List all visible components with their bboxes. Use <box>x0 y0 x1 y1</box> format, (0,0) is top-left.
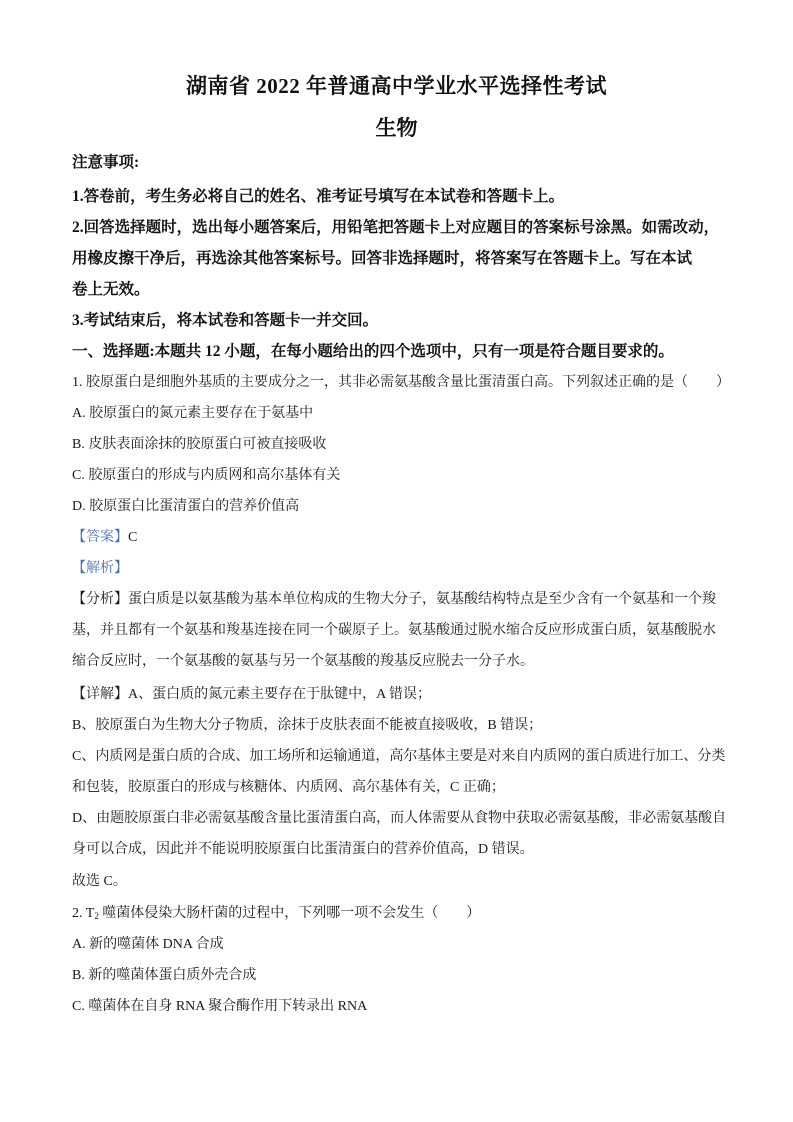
analysis-label: 【解析】 <box>72 561 128 576</box>
notice-item-2-cont: 用橡皮擦干净后，再选涂其他答案标号。回答非选择题时，将答案写在答题卡上。写在本试 <box>72 250 693 267</box>
question-1-stem: 1. 胶原蛋白是细胞外基质的主要成分之一，其非必需氨基酸含量比蛋清蛋白高。下列叙述正确的是（ ） <box>72 375 730 390</box>
question-1-option-a: A. 胶原蛋白的氮元素主要存在于氨基中 <box>72 406 314 421</box>
question-2-stem-suffix: 噬菌体侵染大肠杆菌的过程中，下列哪一项不会发生（ ） <box>98 906 481 921</box>
notice-item-1: 1.答卷前，考生务必将自己的姓名、准考证号填写在本试卷和答题卡上。 <box>72 188 565 205</box>
detail-line-3: C、内质网是蛋白质的合成、加工场所和运输通道，高尔基体主要是对来自内质网的蛋白质进行加工、分类 <box>72 749 726 764</box>
detail-line-1: 【详解】A、蛋白质的氮元素主要存在于肽键中，A 错误； <box>72 687 431 702</box>
answer-label: 【答案】 <box>72 530 128 545</box>
answer-line <box>72 526 137 546</box>
answer-value: C <box>128 530 138 545</box>
notice-item-2-end: 卷上无效。 <box>72 281 150 298</box>
section-heading: 一、选择题:本题共 12 小题，在每小题给出的四个选项中，只有一项是符合题目要求的。 <box>72 343 674 360</box>
question-2-option-c: C. 噬菌体在自身 RNA 聚合酶作用下转录出 RNA <box>72 999 368 1014</box>
question-1-option-b: B. 皮肤表面涂抹的胶原蛋白可被直接吸收 <box>72 437 327 452</box>
analysis-line-1: 【分析】蛋白质是以氨基酸为基本单位构成的生物大分子，氨基酸结构特点是至少含有一个氨基和一个羧 <box>72 592 716 607</box>
question-1-option-c: C. 胶原蛋白的形成与内质网和高尔基体有关 <box>72 468 341 483</box>
notice-item-3: 3.考试结束后，将本试卷和答题卡一并交回。 <box>72 312 379 329</box>
question-1-option-d: D. 胶原蛋白比蛋清蛋白的营养价值高 <box>72 499 300 514</box>
detail-line-2: B、胶原蛋白为生物大分子物质，涂抹于皮肤表面不能被直接吸收，B 错误； <box>72 718 543 733</box>
conclusion: 故选 C。 <box>72 874 127 889</box>
detail-line-5: D、由题胶原蛋白非必需氨基酸含量比蛋清蛋白高，而人体需要从食物中获取必需氨基酸，非必需氨基酸自 <box>72 811 727 826</box>
question-2-option-b: B. 新的噬菌体蛋白质外壳合成 <box>72 968 257 983</box>
analysis-line-3: 缩合反应时，一个氨基酸的氨基与另一个氨基酸的羧基反应脱去一分子水。 <box>72 654 534 669</box>
question-2-subscript: 2 <box>94 911 99 921</box>
notice-item-2: 2.回答选择题时，选出每小题答案后，用铅笔把答题卡上对应题目的答案标号涂黑。如需改动， <box>72 219 720 236</box>
question-2-stem-prefix: 2. T <box>72 906 95 921</box>
analysis-line-2: 基，并且都有一个氨基和羧基连接在同一个碳原子上。氨基酸通过脱水缩合反应形成蛋白质，氨基酸脱水 <box>72 623 716 638</box>
question-2-option-a: A. 新的噬菌体 DNA 合成 <box>72 937 224 952</box>
detail-line-6: 身可以合成，因此并不能说明胶原蛋白比蛋清蛋白的营养价值高，D 错误。 <box>72 842 534 857</box>
detail-line-4: 和包装，胶原蛋白的形成与核糖体、内质网、高尔基体有关，C 正确； <box>72 780 505 795</box>
subject-title: 生物 <box>375 116 418 140</box>
question-2-stem <box>72 902 480 922</box>
exam-title: 湖南省 2022 年普通高中学业水平选择性考试 <box>186 74 607 98</box>
notice-heading: 注意事项: <box>72 154 140 171</box>
